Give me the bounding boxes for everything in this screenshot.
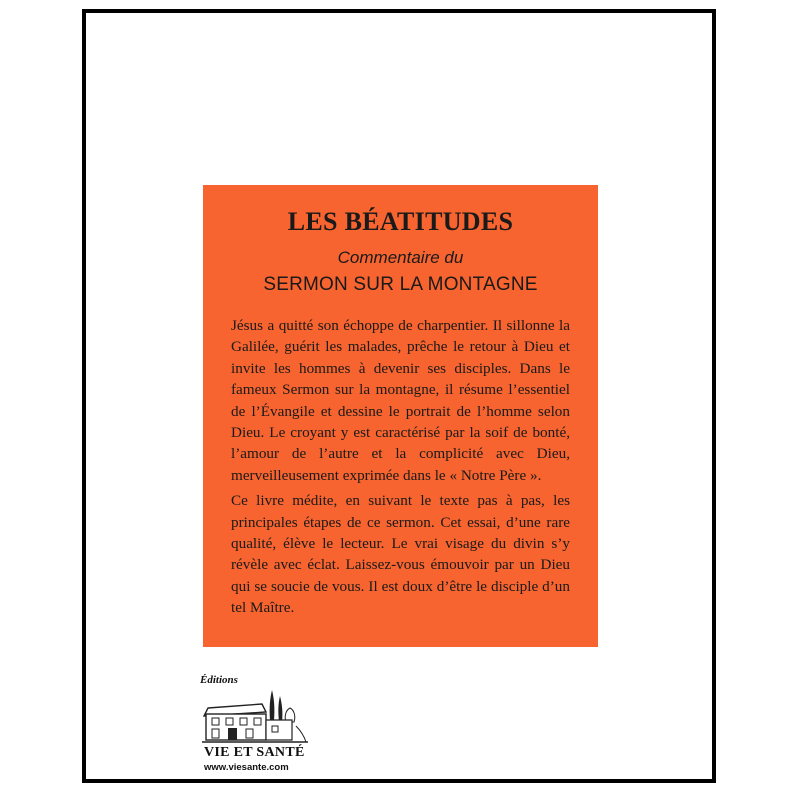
book-title: LES BÉATITUDES [287,207,514,236]
publisher-name: VIE ET SANTÉ [204,745,305,760]
description-paragraph-1: Jésus a quitté son échoppe de charpentier. Il sillonne la Galilée, guérit les malades, prêche le retour à Dieu et invite les hommes à devenir ses disciples. Dans le fameux Sermon sur la montagne, il résume l’essentiel de l’Évangile et dessine le portrait de l’homme selon Dieu. Le croyant y est caractérisé par la soif de bonté, l’amour de l’autre et la complicité avec Dieu, merveilleusement exprimée dans le « Notre Père ». [231,317,570,484]
house-with-trees-logo-icon [200,686,315,746]
book-subtitle: Commentaire du [337,248,464,267]
description-paragraph-2: Ce livre médite, en suivant le texte pas à pas, les principales étapes de ce sermon. Cet essai, d’une rare qualité, élève le lecteur. Le vrai visage du divin s’y révèle avec éclat. Laissez-vous émouvoir par un Dieu qui se soucie de vous. Il est doux d’être le disciple d’un tel Maître. [231,492,570,617]
book-description [231,315,570,619]
publisher-block [200,674,350,784]
publisher-editions-label: Éditions [200,674,238,686]
book-subtitle-main: SERMON SUR LA MONTAGNE [263,274,538,295]
publisher-url: www.viesante.com [204,762,289,773]
description-panel [203,185,598,647]
